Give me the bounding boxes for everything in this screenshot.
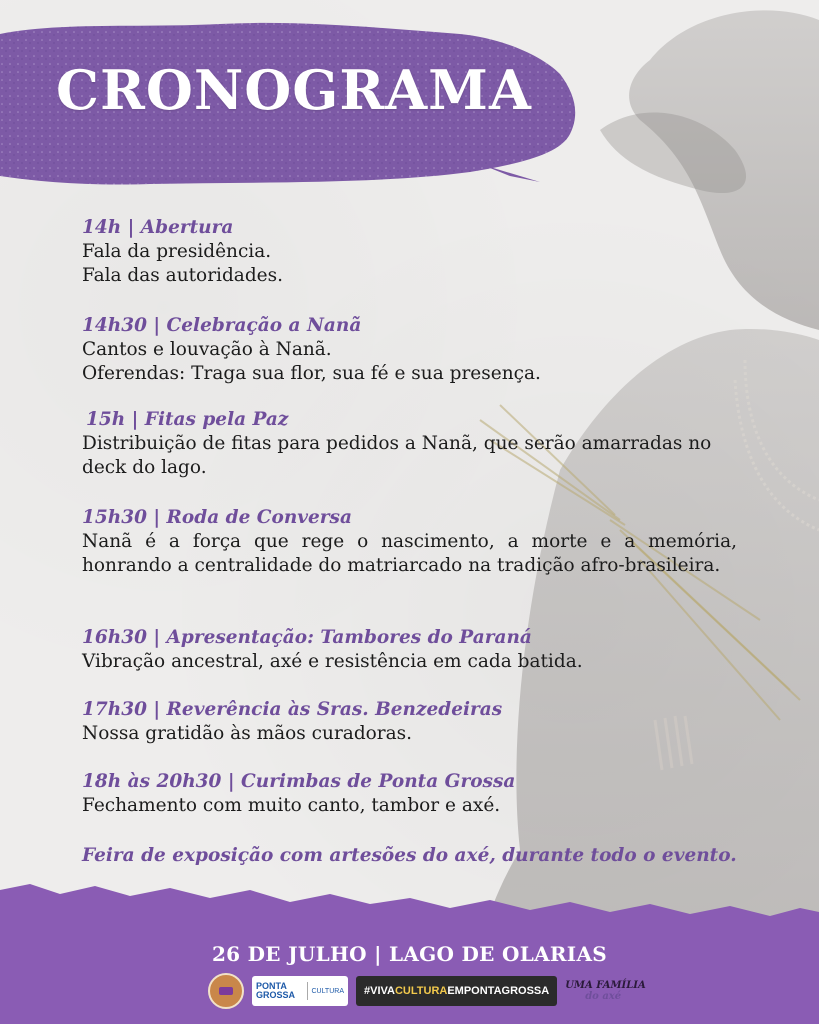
event-description: Nossa gratidão às mãos curadoras.	[82, 723, 413, 744]
event-description: Fala da presidência.	[82, 241, 272, 262]
schedule-item-tambores	[82, 626, 583, 674]
event-description: Fala das autoridades.	[82, 265, 283, 286]
schedule-item-benzedeiras	[82, 698, 502, 746]
hashtag-suffix: EMPONTAGROSSA	[447, 985, 550, 997]
schedule-item-fitas	[82, 408, 742, 480]
event-time-label: 18h às 20h30 | Curimbas de Ponta Grossa	[82, 771, 516, 792]
fair-note: Feira de exposição com artesões do axé, durante todo o evento.	[82, 845, 737, 866]
hashtag-badge	[356, 976, 557, 1006]
page-title: CRONOGRAMA	[56, 58, 532, 122]
cultura-logo-text: CULTURA	[311, 987, 344, 995]
familia-logo-text: UMA FAMÍLIA	[565, 980, 646, 991]
event-description: Oferendas: Traga sua flor, sua fé e sua presença.	[82, 363, 541, 384]
schedule-item-roda-conversa	[82, 506, 737, 578]
event-time-label: 14h30 | Celebração a Nanã	[82, 315, 362, 336]
event-description: Nanã é a força que rege o nascimento, a morte e a memória, honrando a centralidade do matriarcado na tradição afro-brasileira.	[82, 531, 737, 576]
hashtag-prefix: #VIVA	[364, 985, 395, 997]
ponta-grossa-logo	[252, 976, 348, 1006]
event-time-label: 16h30 | Apresentação: Tambores do Paraná	[82, 627, 532, 648]
axe-collective-logo-icon	[208, 973, 244, 1009]
event-time-label: 15h30 | Roda de Conversa	[82, 507, 352, 528]
event-date-location: 26 DE JULHO | LAGO DE OLARIAS	[211, 942, 608, 966]
sponsor-logos	[208, 972, 647, 1010]
event-description: Fechamento com muito canto, tambor e axé.	[82, 795, 501, 816]
schedule-item-curimbas	[82, 770, 515, 818]
uma-familia-logo	[565, 980, 647, 1002]
ponta-grossa-logo-text: PONTA GROSSA	[256, 981, 296, 1000]
hashtag-highlight: CULTURA	[394, 985, 448, 997]
logo-divider	[307, 982, 308, 1000]
familia-logo-subtext: do axé	[585, 991, 622, 1002]
event-description: Distribuição de fitas para pedidos a Nanã, que serão amarradas no deck do lago.	[82, 433, 712, 478]
event-description: Cantos e louvação à Nanã.	[82, 339, 332, 360]
event-description: Vibração ancestral, axé e resistência em cada batida.	[82, 651, 583, 672]
event-time-label: 17h30 | Reverência às Sras. Benzedeiras	[82, 699, 503, 720]
event-time-label: 14h | Abertura	[82, 217, 234, 238]
schedule-item-abertura	[82, 216, 283, 288]
schedule-item-celebracao	[82, 314, 541, 386]
event-time-label: 15h | Fitas pela Paz	[86, 409, 289, 430]
